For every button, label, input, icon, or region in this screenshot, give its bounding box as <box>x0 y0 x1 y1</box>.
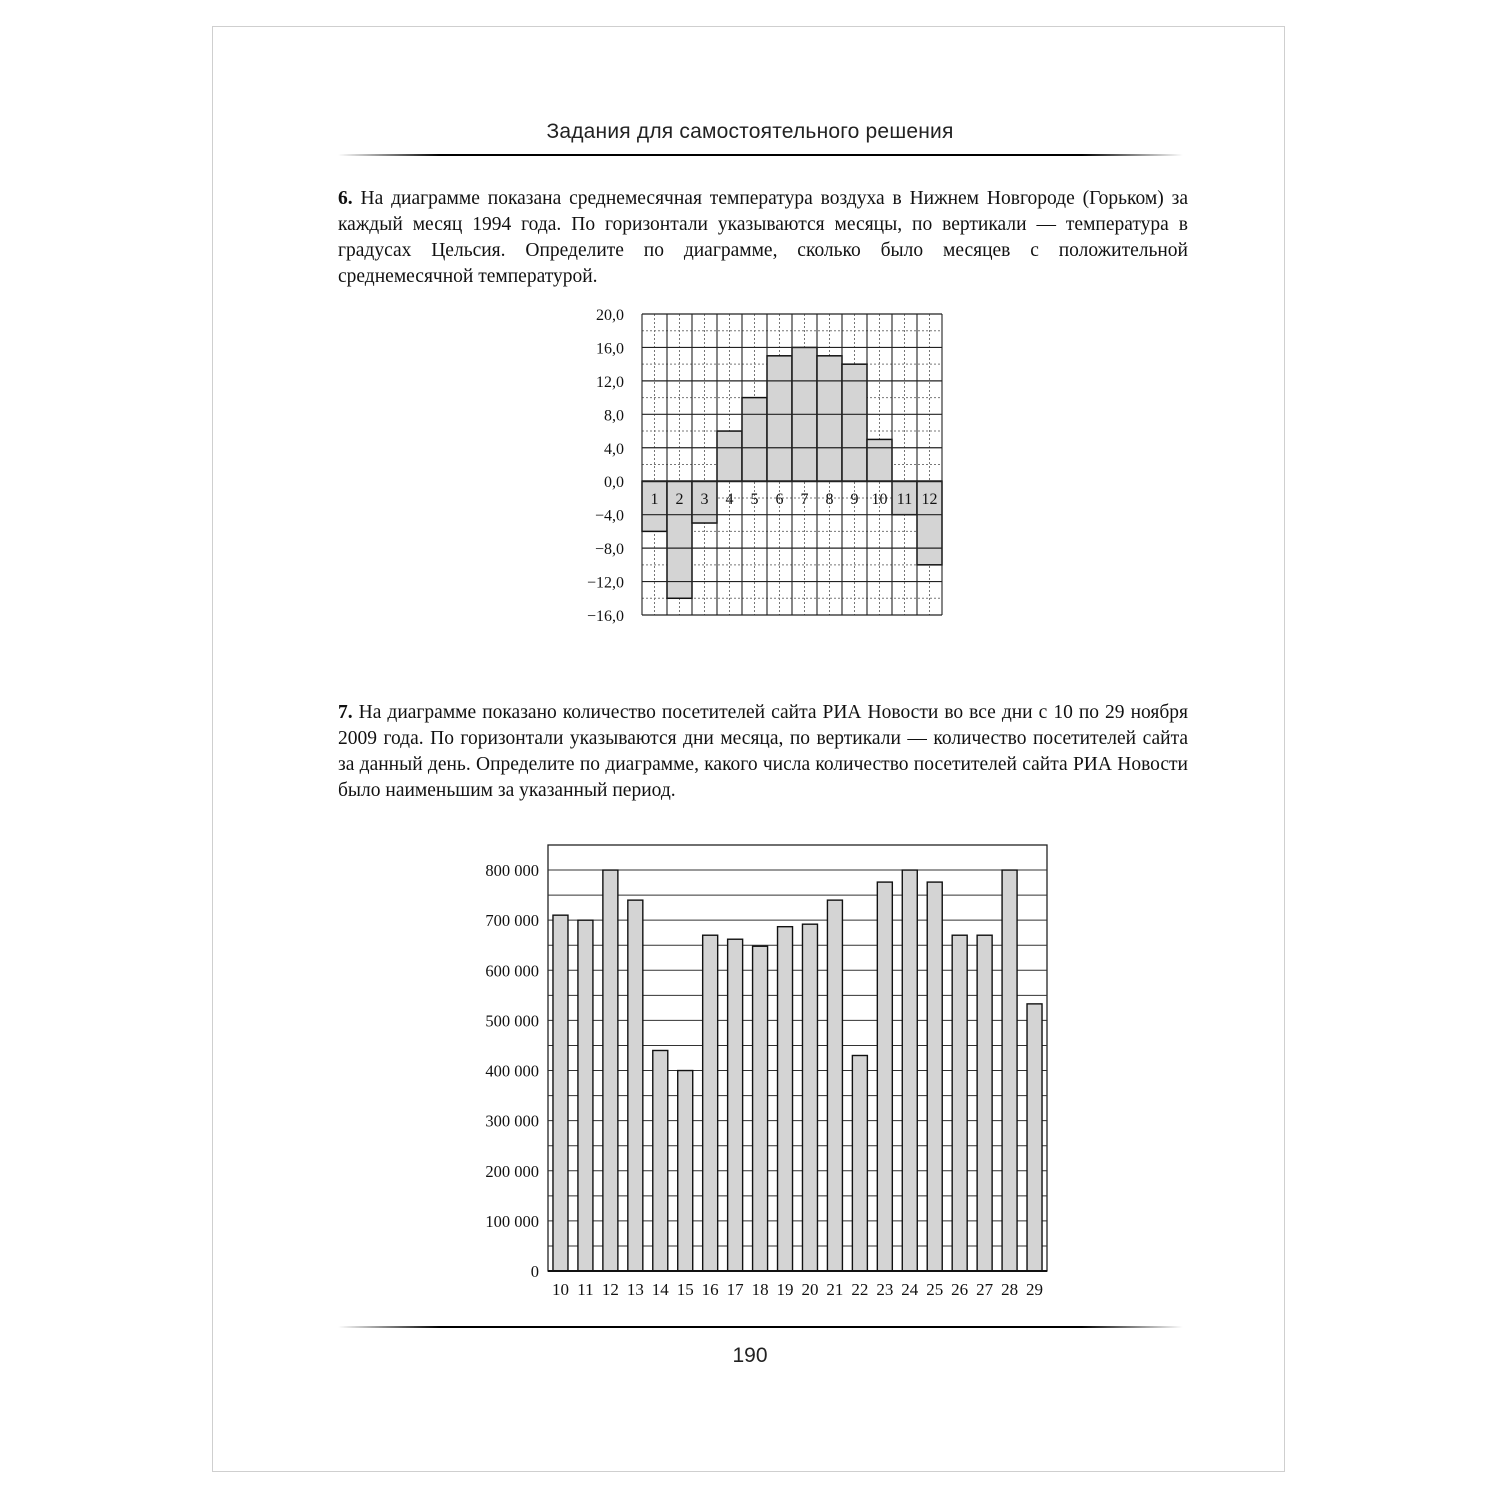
y-tick-label: 400 000 <box>485 1061 539 1081</box>
y-tick-label: 12,0 <box>596 373 624 391</box>
footer-rule <box>338 1326 1183 1328</box>
x-tick-label: 13 <box>626 1280 644 1299</box>
x-tick-label: 29 <box>1026 1280 1044 1299</box>
x-tick-label: 6 <box>775 491 784 509</box>
x-tick-label: 11 <box>577 1280 594 1299</box>
x-tick-label: 16 <box>701 1280 719 1299</box>
y-tick-label: −12,0 <box>586 574 624 592</box>
x-tick-label: 2 <box>675 491 684 509</box>
x-tick-label: 10 <box>871 491 888 509</box>
bar-day-24 <box>902 870 917 1271</box>
bar-day-25 <box>927 882 942 1271</box>
y-tick-label: 0 <box>530 1262 539 1281</box>
bar-day-19 <box>778 927 793 1271</box>
x-tick-label: 23 <box>876 1280 894 1299</box>
y-tick-label: 300 000 <box>485 1111 539 1131</box>
x-tick-label: 10 <box>551 1280 569 1299</box>
bar-day-22 <box>852 1055 867 1271</box>
x-tick-label: 26 <box>951 1280 969 1299</box>
x-tick-label: 25 <box>926 1280 944 1299</box>
plot-area <box>548 845 1047 1271</box>
x-tick-label: 8 <box>825 491 834 509</box>
y-tick-label: 500 000 <box>485 1011 539 1031</box>
bar-day-15 <box>678 1071 693 1271</box>
x-tick-label: 18 <box>751 1280 769 1299</box>
x-tick-label: 21 <box>826 1280 844 1299</box>
x-tick-label: 7 <box>800 491 809 509</box>
y-tick-label: 20,0 <box>596 307 624 324</box>
bar-day-11 <box>578 920 593 1271</box>
bar-day-26 <box>952 935 967 1271</box>
x-tick-label: 27 <box>976 1280 994 1299</box>
y-tick-label: 800 000 <box>485 861 539 881</box>
bar-day-23 <box>877 882 892 1271</box>
x-tick-label: 19 <box>776 1280 794 1299</box>
y-tick-label: 8,0 <box>604 407 624 425</box>
x-tick-label: 5 <box>750 491 759 509</box>
x-tick-label: 28 <box>1001 1280 1019 1299</box>
bar-day-16 <box>703 935 718 1271</box>
running-head: Задания для самостоятельного решения <box>546 120 954 143</box>
y-tick-label: 100 000 <box>485 1211 539 1231</box>
problem-text: На диаграмме показана среднемесячная температура воздуха в Нижнем Новгороде (Горьком) за каждый месяц 1994 года. По горизонтали указываются месяцы, по вертикали — температура в градусах Цельсия. Определите по диаграмме, сколько было месяцев с положительной среднемесячной температурой. <box>338 188 1189 287</box>
y-tick-label: −4,0 <box>594 507 624 525</box>
bar-day-29 <box>1027 1004 1042 1271</box>
x-tick-label: 3 <box>700 491 709 509</box>
y-tick-label: −16,0 <box>586 608 624 625</box>
y-tick-label: 200 000 <box>485 1161 539 1181</box>
y-tick-label: 16,0 <box>596 340 624 358</box>
x-tick-label: 1 <box>650 491 659 509</box>
problem-text: На диаграмме показано количество посетителей сайта РИА Новости во все дни с 10 по 29 ноября 2009 года. По горизонтали указываются дни месяца, по вертикали — количество посетителей сайта за данный день. Определите по диаграмме, какого числа количество посетителей сайта РИА Новости было наименьшим за указанный период. <box>338 702 1188 801</box>
x-tick-label: 12 <box>601 1280 619 1299</box>
x-tick-label: 20 <box>801 1280 819 1299</box>
y-tick-label: 4,0 <box>604 440 624 458</box>
x-tick-label: 9 <box>850 491 859 509</box>
y-tick-label: 600 000 <box>485 961 539 981</box>
x-tick-label: 22 <box>851 1280 869 1299</box>
x-tick-label: 4 <box>725 491 734 509</box>
bar-day-27 <box>977 935 992 1271</box>
x-tick-label: 17 <box>726 1280 744 1299</box>
bar-day-14 <box>653 1050 668 1271</box>
x-tick-label: 14 <box>651 1280 669 1299</box>
bar-day-17 <box>728 939 743 1271</box>
y-tick-label: −8,0 <box>594 541 624 559</box>
bar-day-21 <box>827 900 842 1271</box>
y-tick-label: 0,0 <box>604 474 624 492</box>
bar-day-20 <box>802 924 817 1271</box>
x-tick-label: 15 <box>676 1280 694 1299</box>
y-tick-label: 700 000 <box>485 911 539 931</box>
problem-number: 6. <box>338 188 353 209</box>
bar-day-28 <box>1002 870 1017 1271</box>
bar-day-18 <box>753 946 768 1271</box>
bar-day-10 <box>553 915 568 1271</box>
page-number: 190 <box>732 1344 768 1367</box>
bar-day-12 <box>603 870 618 1271</box>
x-tick-label: 24 <box>901 1280 919 1299</box>
problem-number: 7. <box>338 702 353 723</box>
x-tick-label: 11 <box>896 491 913 509</box>
bar-day-13 <box>628 900 643 1271</box>
x-tick-label: 12 <box>921 491 938 509</box>
